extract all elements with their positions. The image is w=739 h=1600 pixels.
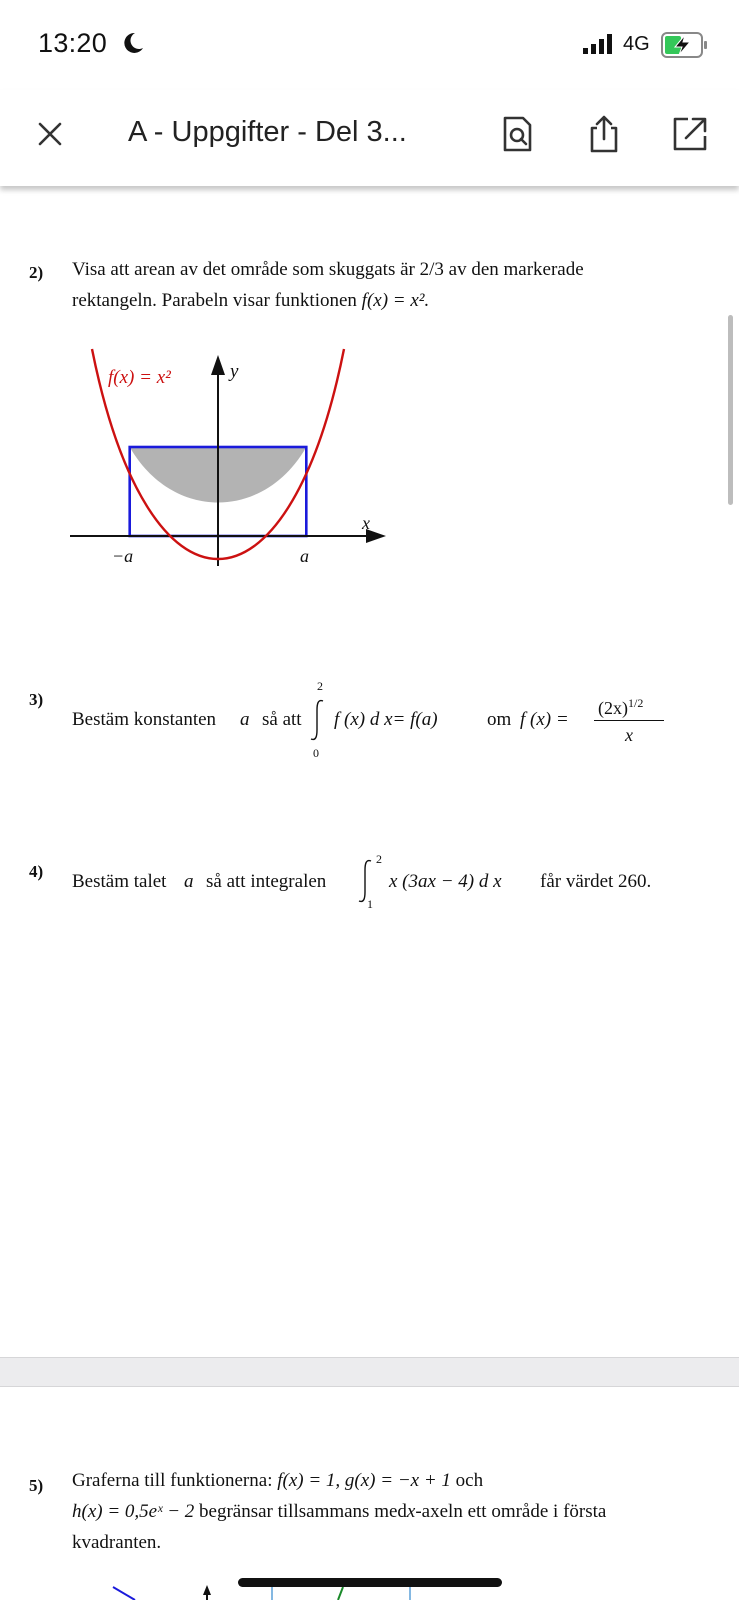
question-5-figure-partial (0, 1535, 739, 1600)
question-4-lower-limit: 1 (367, 897, 373, 911)
question-4-number: 4) (29, 862, 44, 881)
viewer-toolbar (0, 90, 739, 186)
question-4-text-b: så att integralen (206, 871, 327, 892)
document-title: A - Uppgifter - Del 3... (128, 116, 407, 148)
y-axis-arrow (211, 355, 225, 375)
share-icon[interactable] (584, 114, 624, 154)
question-5-line2-var: x (406, 1501, 416, 1522)
question-3-var-a: a (240, 709, 250, 730)
x-axis-label: x (362, 513, 370, 533)
question-3-text-om: om (487, 709, 512, 730)
parabola-figure (70, 341, 400, 581)
pos-a-label: a (300, 546, 309, 566)
question-3-denominator: x (625, 725, 633, 745)
question-2-line1: Visa att arean av det område som skuggats är 2/3 av den markerade (72, 259, 584, 280)
question-5-line2-math: h(x) = 0,5eˣ − 2 (72, 1501, 195, 1522)
document-page[interactable] (0, 186, 739, 1600)
scrollbar[interactable] (728, 315, 733, 505)
status-time: 13:20 (38, 28, 108, 58)
question-5-line1-a: Graferna till funktionerna: (72, 1470, 273, 1491)
open-external-icon[interactable] (670, 114, 710, 154)
question-3-lower-limit: 0 (313, 746, 319, 760)
integral-sign-icon (306, 698, 328, 742)
signal-icon (583, 34, 617, 54)
search-document-icon[interactable] (497, 114, 537, 154)
question-3-text-a: Bestäm konstanten (72, 709, 217, 730)
numerator-base: (2x) (598, 698, 628, 718)
neg-a-label: −a (112, 546, 134, 566)
question-5-line3: kvadranten. (72, 1532, 162, 1553)
page-separator (0, 1357, 739, 1387)
question-4-var-a: a (184, 871, 194, 892)
question-3-integrand: f (x) d x= f(a) (334, 709, 438, 730)
question-5-line2-a: begränsar tillsammans med (199, 1501, 407, 1522)
question-3-number: 3) (29, 690, 44, 709)
question-5-number: 5) (29, 1476, 44, 1495)
question-3-text-b: så att (262, 709, 302, 730)
question-5-line2-b: -axeln ett område i första (415, 1501, 607, 1522)
question-4-upper-limit: 2 (376, 852, 382, 866)
question-5-line1-b: och (455, 1470, 484, 1491)
curve-label: f(x) = x² (108, 367, 171, 388)
question-2-line2: rektangeln. Parabeln visar funktionen (72, 290, 357, 311)
question-3-numerator (598, 688, 643, 724)
close-icon[interactable] (30, 114, 70, 154)
moon-icon (121, 31, 145, 55)
question-2-text (72, 254, 712, 316)
question-4-integrand: x (3ax − 4) d x (389, 871, 502, 892)
question-5-line1-math: f(x) = 1, g(x) = −x + 1 (277, 1470, 451, 1491)
numerator-exponent: 1/2 (628, 696, 644, 710)
status-bar (0, 0, 739, 90)
question-4-text-a: Bestäm talet (72, 871, 167, 892)
network-label: 4G (623, 33, 650, 55)
question-3-upper-limit: 2 (317, 679, 323, 693)
question-3-fx: f (x) = (520, 709, 569, 730)
question-4-text-c: får värdet 260. (540, 871, 652, 892)
y-axis-label: y (230, 361, 239, 382)
question-2-number: 2) (29, 263, 44, 282)
battery-charging-icon (661, 32, 709, 58)
home-indicator[interactable] (238, 1578, 502, 1587)
question-2-func: f(x) = x². (361, 290, 430, 311)
